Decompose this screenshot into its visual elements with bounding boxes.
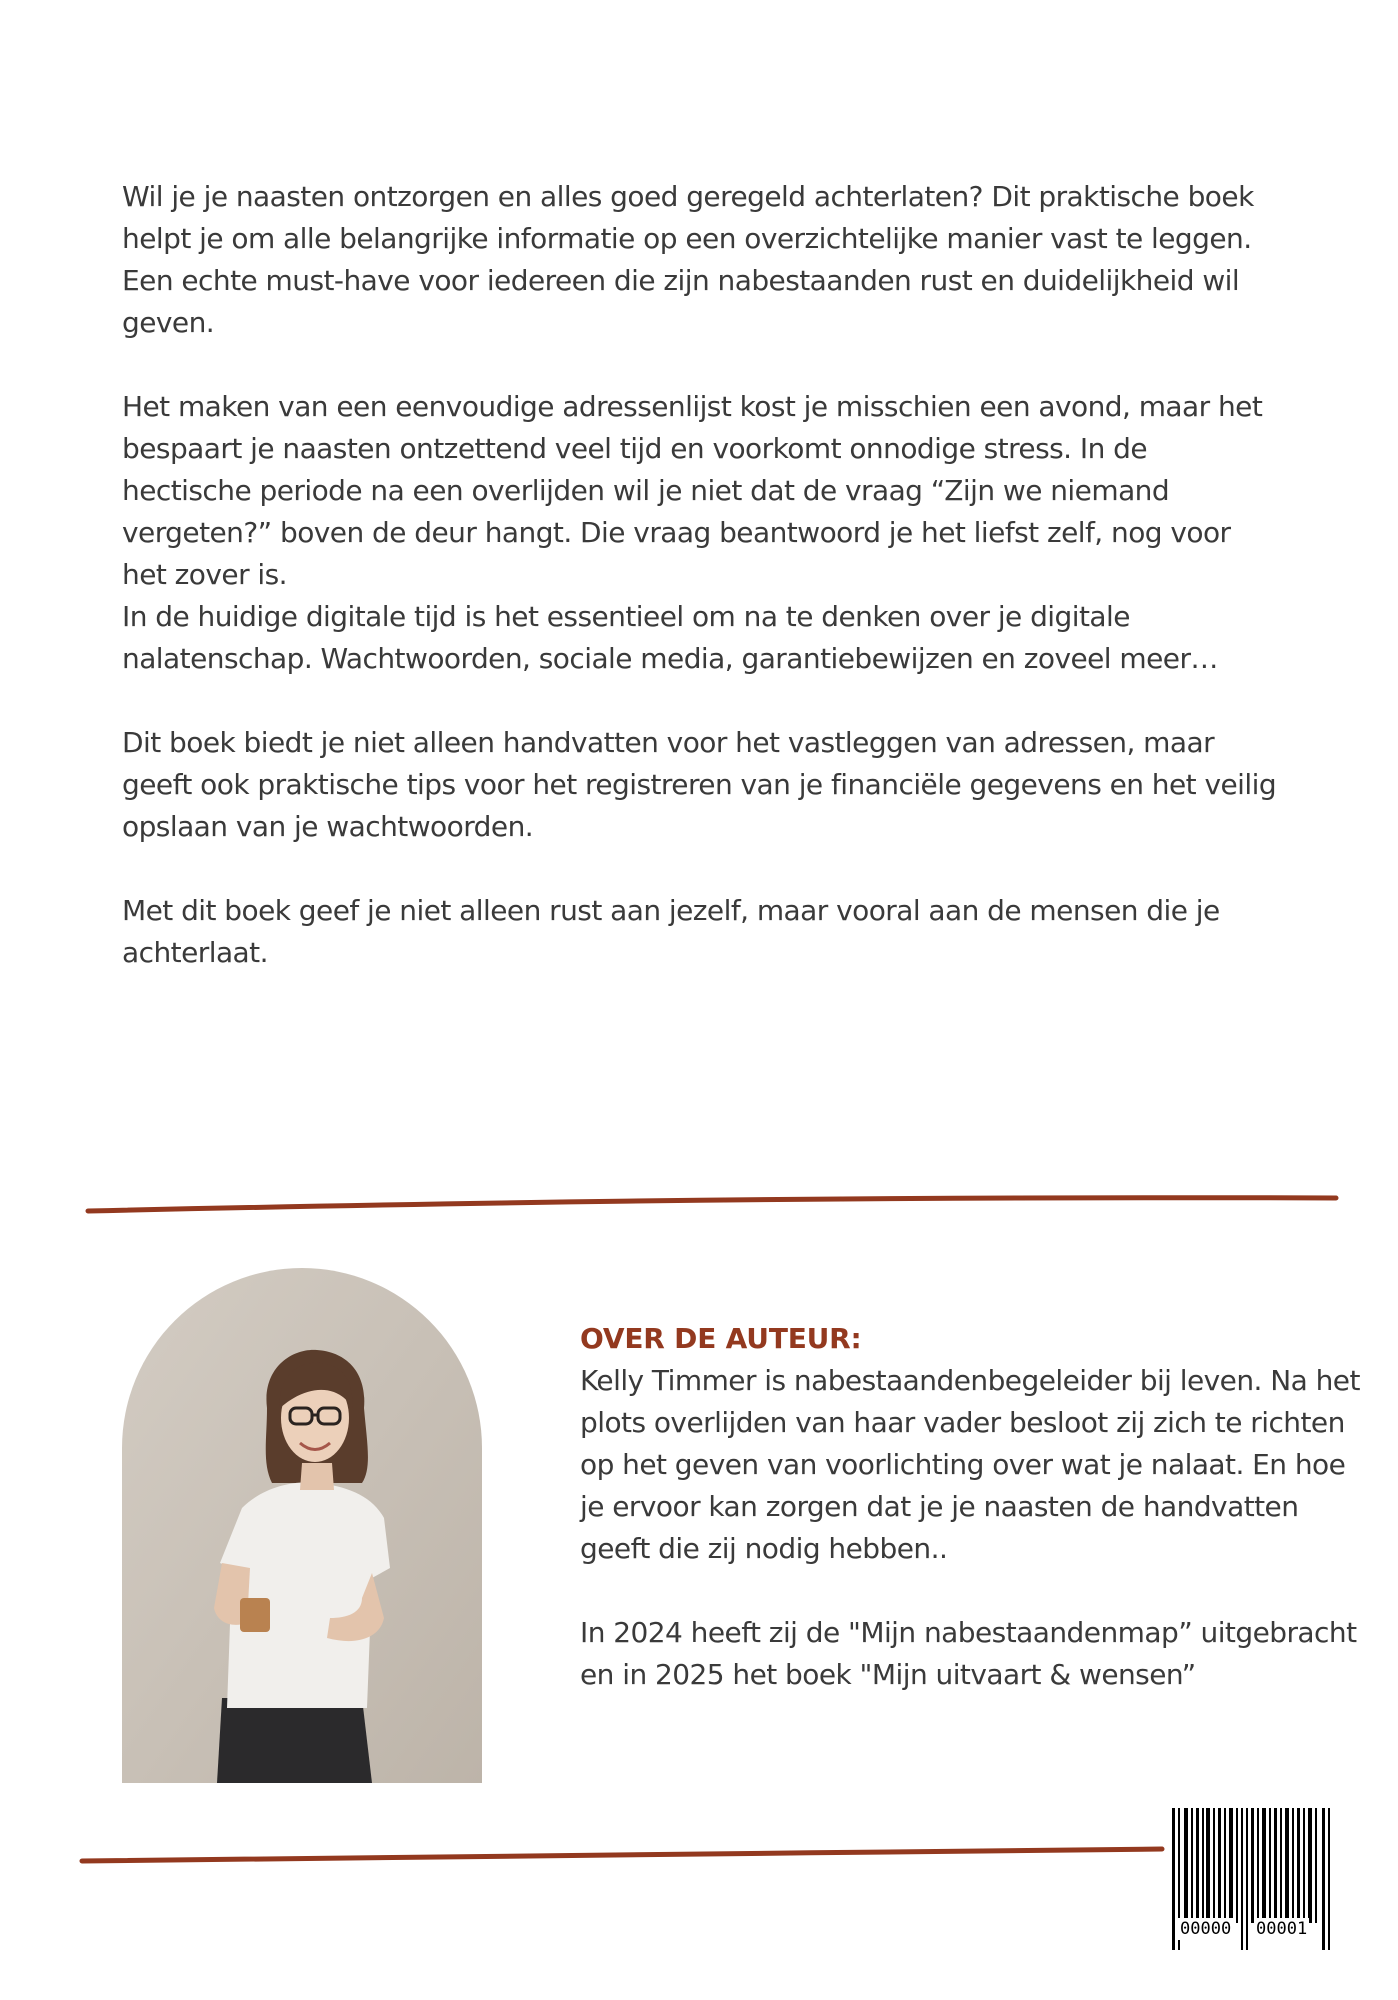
intro-paragraph-5: Met dit boek geef je niet alleen rust aan jezelf, maar vooral aan de mensen die je achterlaat. — [122, 894, 1220, 969]
intro-paragraph-4: Dit boek biedt je niet alleen handvatten voor het vastleggen van adressen, maar geeft ook praktische tips voor het registreren van je financiële gegevens en het veilig opslaan van je wachtwoorden. — [122, 726, 1277, 843]
author-heading: OVER DE AUTEUR: — [580, 1322, 862, 1355]
author-section — [580, 1318, 1360, 1696]
author-portrait — [122, 1268, 482, 1783]
intro-paragraph-1: Wil je je naasten ontzorgen en alles goed geregeld achterlaten? Dit praktische boek helpt je om alle belangrijke informatie op een overzichtelijke manier vast te leggen. Een echte must-have voor iedereen die zijn nabestaanden rust en duidelijkheid wil geven. — [122, 180, 1254, 339]
decorative-divider-top — [0, 1180, 1398, 1220]
intro-paragraph-3: In de huidige digitale tijd is het essentieel om na te denken over je digitale nalatenschap. Wachtwoorden, sociale media, garantiebewijzen en zoveel meer… — [122, 600, 1218, 675]
author-bio: Kelly Timmer is nabestaandenbegeleider bij leven. Na het plots overlijden van haar vader besloot zij zich te richten op het geven van voorlichting over wat je nalaat. En hoe je ervoor kan zorgen dat je je naasten de handvatten geeft die zij nodig hebben.. — [580, 1364, 1360, 1565]
intro-paragraph-2: Het maken van een eenvoudige adressenlijst kost je misschien een avond, maar het bespaart je naasten ontzettend veel tijd en voorkomt onnodige stress. In de hectische periode na een overlijden wil je niet dat de vraag “Zijn we niemand vergeten?” boven de deur hangt. Die vraag beantwoord je het liefst zelf, nog voor het zover is. — [122, 390, 1263, 591]
author-publications: In 2024 heeft zij de "Mijn nabestaandenmap” uitgebracht en in 2025 het boek "Mijn uitvaart & wensen” — [580, 1616, 1357, 1691]
back-cover-description — [122, 176, 1282, 974]
barcode-left-digits: 00000 — [1180, 1919, 1232, 1939]
barcode-right-digits: 00001 — [1256, 1919, 1308, 1939]
